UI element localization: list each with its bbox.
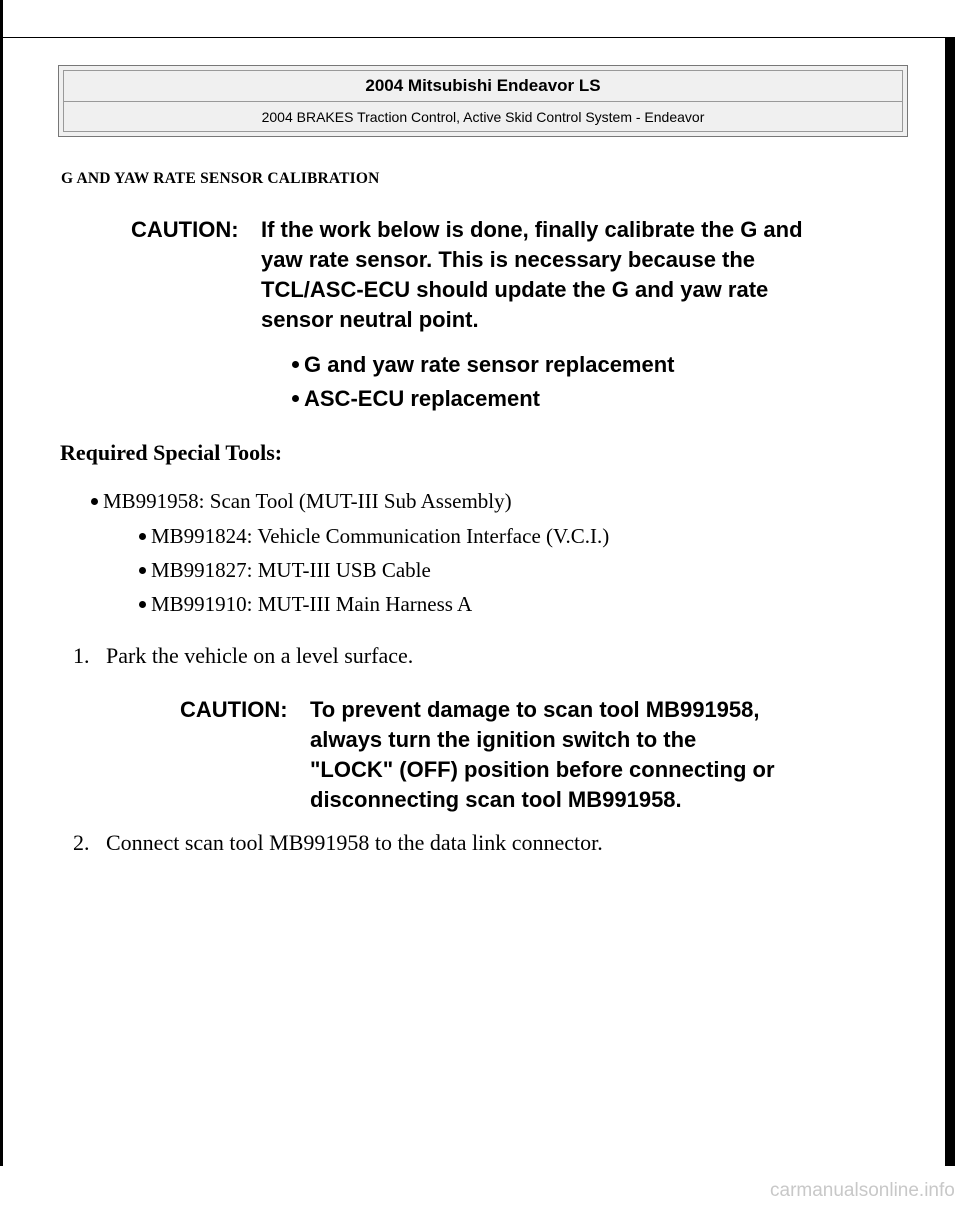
caution-2-line-3: "LOCK" (OFF) position before connecting or xyxy=(310,757,775,782)
bullet-icon xyxy=(139,567,146,574)
header-section-subtitle: 2004 BRAKES Traction Control, Active Skid Control System - Endeavor xyxy=(261,108,705,125)
page-border-top xyxy=(0,37,945,38)
caution-1-line-4: sensor neutral point. xyxy=(261,307,479,332)
caution-1-label: CAUTION: xyxy=(131,217,239,242)
bullet-icon xyxy=(139,601,146,608)
document-header xyxy=(58,65,908,137)
caution-1-line-2: yaw rate sensor. This is necessary because the xyxy=(261,247,756,272)
tool-subitem xyxy=(139,558,431,583)
required-tools-heading: Required Special Tools: xyxy=(60,440,283,465)
bullet-icon xyxy=(139,533,146,540)
caution-1-bullet-text: ASC-ECU replacement xyxy=(304,386,540,411)
tool-item-main xyxy=(91,489,512,514)
section-title: G AND YAW RATE SENSOR CALIBRATION xyxy=(61,170,380,187)
caution-2-line-1: To prevent damage to scan tool MB991958, xyxy=(310,697,760,722)
bullet-icon xyxy=(292,361,299,368)
caution-1-line-3: TCL/ASC-ECU should update the G and yaw rate xyxy=(261,277,769,302)
header-vehicle-title: 2004 Mitsubishi Endeavor LS xyxy=(64,71,902,102)
caution-1-bullet-item xyxy=(292,352,675,378)
tool-subitem xyxy=(139,592,472,617)
step-number: 1. xyxy=(73,643,90,668)
tool-subitem-text: MB991827: MUT-III USB Cable xyxy=(151,558,431,582)
caution-1-bullet-item xyxy=(292,386,540,412)
page-border-left xyxy=(0,0,3,1166)
watermark-text: carmanualsonline.info xyxy=(770,1180,955,1201)
tool-subitem-text: MB991910: MUT-III Main Harness A xyxy=(151,592,473,616)
bullet-icon xyxy=(91,498,98,505)
step-text: Connect scan tool MB991958 to the data link connector. xyxy=(106,830,603,855)
tool-item-text: MB991958: Scan Tool (MUT-III Sub Assembly) xyxy=(103,489,512,513)
page-border-right xyxy=(945,37,955,1166)
caution-1-line-1: If the work below is done, finally calibrate the G and xyxy=(261,217,803,242)
step-text: Park the vehicle on a level surface. xyxy=(106,643,414,668)
caution-1-bullet-text: G and yaw rate sensor replacement xyxy=(304,352,675,377)
caution-2-label: CAUTION: xyxy=(180,697,288,722)
tool-subitem-text: MB991824: Vehicle Communication Interface (V.C.I.) xyxy=(151,524,610,548)
tool-subitem xyxy=(139,524,609,549)
document-header-inner xyxy=(63,70,903,132)
bullet-icon xyxy=(292,395,299,402)
step-number: 2. xyxy=(73,830,90,855)
caution-2-line-2: always turn the ignition switch to the xyxy=(310,727,697,752)
caution-2-line-4: disconnecting scan tool MB991958. xyxy=(310,787,682,812)
